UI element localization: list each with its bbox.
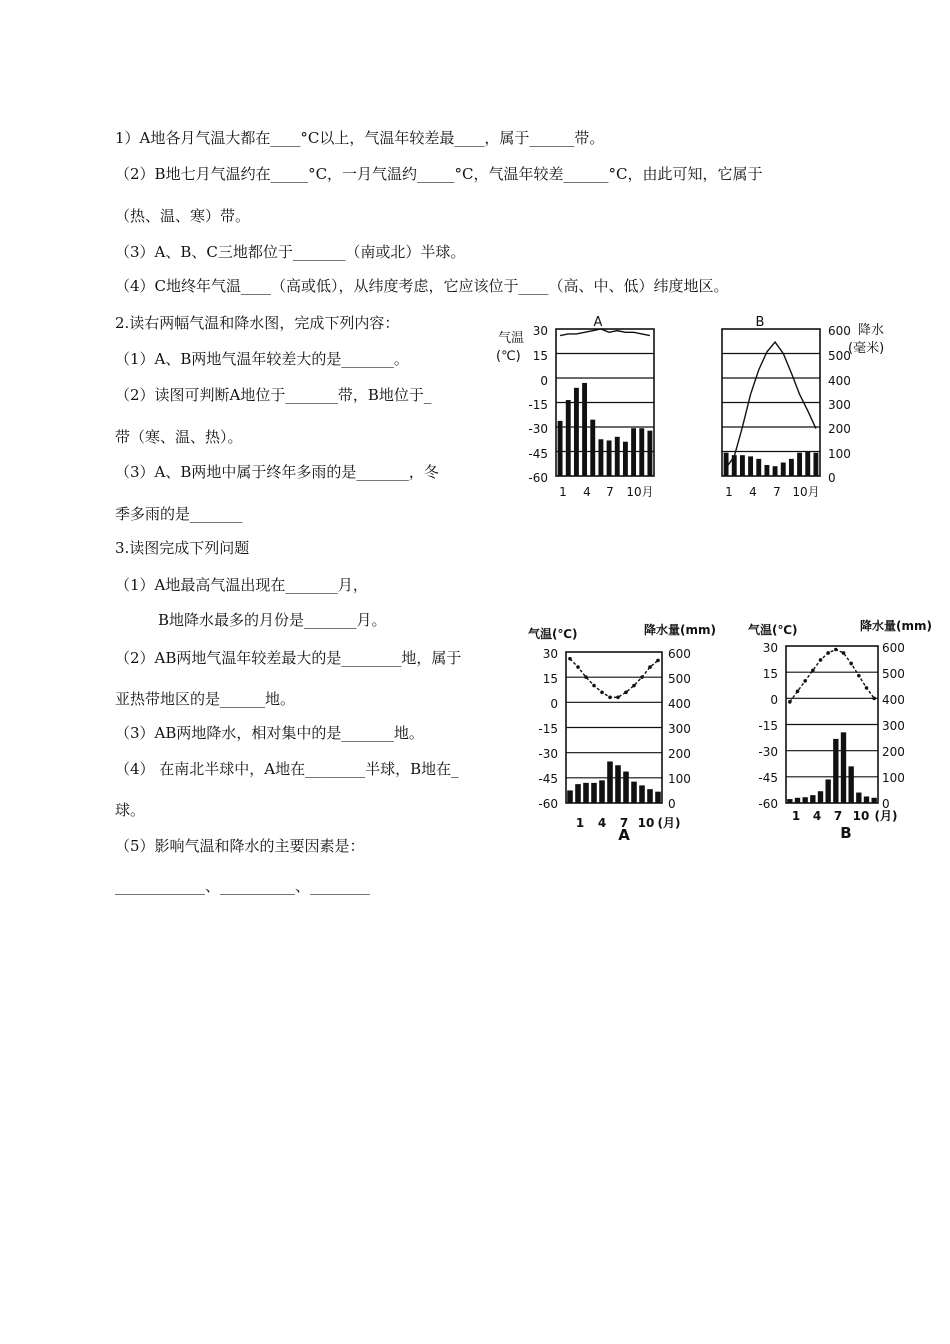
question-line: 季多雨的是_______: [115, 505, 243, 523]
precipitation-bar: [647, 789, 653, 803]
temperature-point: [632, 684, 636, 688]
question-line: 球。: [115, 801, 146, 819]
precipitation-bar: [631, 782, 637, 803]
temperature-point: [826, 651, 830, 655]
climate-figure-2: [520, 612, 940, 842]
question-line: （2）B地七月气温约在_____°C，一月气温约_____°C，气温年较差______°C，由此可知，它属于: [115, 165, 763, 183]
question-line: （热、温、寒）带。: [115, 207, 251, 225]
question-line: 2.读右两幅气温和降水图，完成下列内容：: [115, 314, 400, 332]
right-tick: 400: [668, 697, 691, 711]
question-line: 3.读图完成下列问题: [115, 539, 250, 557]
precipitation-bar: [805, 452, 810, 477]
right-tick: 200: [668, 747, 691, 761]
left-tick: -30: [538, 747, 558, 761]
left-tick: -60: [758, 797, 778, 811]
right-tick: 300: [828, 398, 851, 412]
left-tick: 15: [542, 672, 558, 686]
temperature-point: [842, 651, 846, 655]
precipitation-bar: [583, 783, 589, 803]
precip-axis-label: 降水: [858, 323, 885, 338]
precipitation-bar: [575, 784, 581, 803]
temperature-point: [796, 690, 800, 694]
x-tick: 1: [575, 816, 585, 830]
temperature-point: [656, 659, 660, 663]
temperature-line: [726, 342, 816, 468]
precipitation-bar: [748, 456, 753, 476]
question-line: 带（寒、温、热）。: [115, 428, 243, 446]
temperature-point: [584, 675, 588, 679]
question-line: （2）AB两地气温年较差最大的是________地，属于: [115, 649, 462, 667]
left-tick: -60: [538, 797, 558, 811]
x-tick: 4: [597, 816, 607, 830]
left-tick: -15: [528, 398, 548, 412]
right-tick: 0: [828, 471, 836, 485]
temp-axis-label: 气温(℃): [748, 623, 798, 637]
precipitation-bar: [615, 765, 621, 803]
left-tick: -45: [538, 772, 558, 786]
right-tick: 100: [882, 771, 905, 785]
temperature-line: [570, 659, 658, 698]
x-tick: 4: [749, 485, 757, 499]
question-line: 1）A地各月气温大都在____°C以上，气温年较差最____，属于______带。: [115, 129, 605, 147]
x-tick: 10: [637, 816, 655, 830]
right-tick: 200: [882, 745, 905, 759]
x-tick: 10月: [626, 485, 654, 499]
precipitation-bar: [856, 793, 861, 803]
precipitation-bar: [773, 466, 778, 476]
temperature-point: [624, 690, 628, 694]
chart-title-a: A: [618, 826, 630, 842]
right-tick: 600: [828, 324, 851, 338]
x-tick: 4: [812, 809, 822, 823]
temperature-point: [600, 690, 604, 694]
precipitation-bar: [833, 739, 838, 803]
right-tick: 600: [882, 641, 905, 655]
precipitation-bar: [818, 791, 823, 803]
precipitation-bar: [781, 463, 786, 476]
precipitation-bar: [590, 420, 595, 476]
temperature-point: [608, 696, 612, 700]
right-tick: 500: [668, 672, 691, 686]
precipitation-bar: [841, 732, 846, 803]
x-tick: 10月: [792, 485, 820, 499]
precipitation-bar: [598, 439, 603, 476]
chart-title-b: B: [755, 315, 765, 330]
precipitation-bar: [623, 442, 628, 476]
precipitation-bar: [574, 388, 579, 476]
climate-figure-1: [490, 312, 910, 502]
precipitation-bar: [787, 799, 792, 803]
precipitation-bar: [558, 421, 563, 476]
right-tick: 400: [828, 374, 851, 388]
temperature-point: [872, 697, 876, 701]
question-line: （1）A地最高气温出现在_______月，: [115, 576, 368, 594]
precipitation-bar: [647, 431, 652, 476]
left-tick: 30: [762, 641, 778, 655]
precipitation-bar: [764, 465, 769, 476]
left-tick: 30: [532, 324, 548, 338]
x-tick: (月): [874, 809, 898, 823]
x-tick: 7: [606, 485, 614, 499]
temperature-point: [576, 665, 580, 669]
precipitation-bar: [607, 440, 612, 476]
precipitation-bar: [848, 766, 853, 803]
x-tick: 7: [619, 816, 629, 830]
precipitation-bar: [631, 428, 636, 476]
temperature-point: [568, 657, 572, 661]
left-tick: -30: [758, 745, 778, 759]
precipitation-bar: [623, 772, 629, 803]
right-tick: 200: [828, 422, 851, 436]
temperature-line: [790, 649, 874, 701]
right-tick: 600: [668, 647, 691, 661]
temperature-point: [803, 679, 807, 683]
left-tick: 0: [540, 374, 548, 388]
precipitation-bar: [615, 437, 620, 476]
question-line: （1）A、B两地气温年较差大的是_______。: [115, 350, 409, 368]
temperature-point: [592, 684, 596, 688]
precipitation-bar: [655, 792, 661, 803]
x-tick: 10: [852, 809, 870, 823]
question-line: B地降水最多的月份是_______月。: [158, 611, 387, 629]
right-tick: 500: [828, 349, 851, 363]
right-tick: 0: [668, 797, 676, 811]
temp-axis-unit: (℃): [496, 349, 521, 364]
left-tick: 0: [550, 697, 558, 711]
left-tick: -45: [758, 771, 778, 785]
temp-axis-label: 气温: [498, 331, 525, 346]
question-line: 亚热带地区的是______地。: [115, 690, 296, 708]
precipitation-bar: [567, 790, 573, 803]
left-tick: -15: [538, 722, 558, 736]
x-tick: 1: [791, 809, 801, 823]
temperature-point: [834, 648, 838, 652]
question-line: （3）A、B、C三地都位于_______（南或北）半球。: [115, 243, 466, 261]
precip-axis-unit: (毫米): [848, 341, 885, 356]
left-tick: 0: [770, 693, 778, 707]
precipitation-bar: [582, 383, 587, 476]
temperature-point: [648, 665, 652, 669]
precipitation-bar: [795, 798, 800, 803]
temperature-point: [857, 674, 861, 678]
temperature-point: [819, 658, 823, 662]
right-tick: 500: [882, 667, 905, 681]
precipitation-bar: [740, 455, 745, 476]
precipitation-bar: [864, 796, 869, 803]
temperature-point: [616, 696, 620, 700]
question-line: ____________、__________、________: [115, 877, 371, 895]
temperature-point: [865, 686, 869, 690]
right-tick: 300: [882, 719, 905, 733]
temperature-line: [560, 329, 650, 336]
x-tick: 7: [833, 809, 843, 823]
precipitation-bar: [566, 400, 571, 476]
precipitation-bar: [810, 795, 815, 803]
x-tick: 1: [725, 485, 733, 499]
precipitation-bar: [802, 797, 807, 803]
x-tick: (月): [657, 816, 681, 830]
precipitation-bar: [825, 779, 830, 803]
left-tick: -45: [528, 447, 548, 461]
temperature-point: [640, 675, 644, 679]
precipitation-bar: [591, 783, 597, 803]
precipitation-bar: [639, 428, 644, 476]
question-line: （5）影响气温和降水的主要因素是：: [115, 837, 365, 855]
left-tick: 30: [542, 647, 558, 661]
left-tick: 15: [762, 667, 778, 681]
precip-axis-label: 降水量(mm): [860, 619, 932, 633]
precipitation-bar: [813, 453, 818, 476]
precipitation-bar: [599, 780, 605, 803]
right-tick: 300: [668, 722, 691, 736]
question-line: （4） 在南北半球中，A地在________半球，B地在_: [115, 760, 459, 778]
right-tick: 0: [882, 797, 890, 811]
x-tick: 4: [583, 485, 591, 499]
precipitation-bar: [607, 761, 613, 803]
precipitation-bar: [756, 459, 761, 476]
left-tick: 15: [532, 349, 548, 363]
x-tick: 1: [559, 485, 567, 499]
precipitation-bar: [789, 459, 794, 476]
right-tick: 400: [882, 693, 905, 707]
x-tick: 7: [773, 485, 781, 499]
precipitation-bar: [871, 798, 876, 803]
left-tick: -30: [528, 422, 548, 436]
right-tick: 100: [668, 772, 691, 786]
question-line: （3）AB两地降水，相对集中的是_______地。: [115, 724, 424, 742]
question-line: （4）C地终年气温____（高或低），从纬度考虑，它应该位于____（高、中、低）纬度地区。: [115, 277, 729, 295]
temperature-point: [788, 700, 792, 704]
chart-title-b: B: [840, 824, 852, 842]
right-tick: 100: [828, 447, 851, 461]
left-tick: -15: [758, 719, 778, 733]
precipitation-bar: [797, 453, 802, 476]
temperature-point: [811, 669, 815, 673]
precip-axis-label: 降水量(mm): [644, 623, 716, 637]
temp-axis-label: 气温(℃): [528, 627, 578, 641]
question-line: （2）读图可判断A地位于_______带，B地位于_: [115, 386, 432, 404]
question-line: （3）A、B两地中属于终年多雨的是_______，冬: [115, 463, 439, 481]
temperature-point: [849, 662, 853, 666]
precipitation-bar: [639, 785, 645, 803]
chart-title-a: A: [593, 315, 603, 330]
left-tick: -60: [528, 471, 548, 485]
